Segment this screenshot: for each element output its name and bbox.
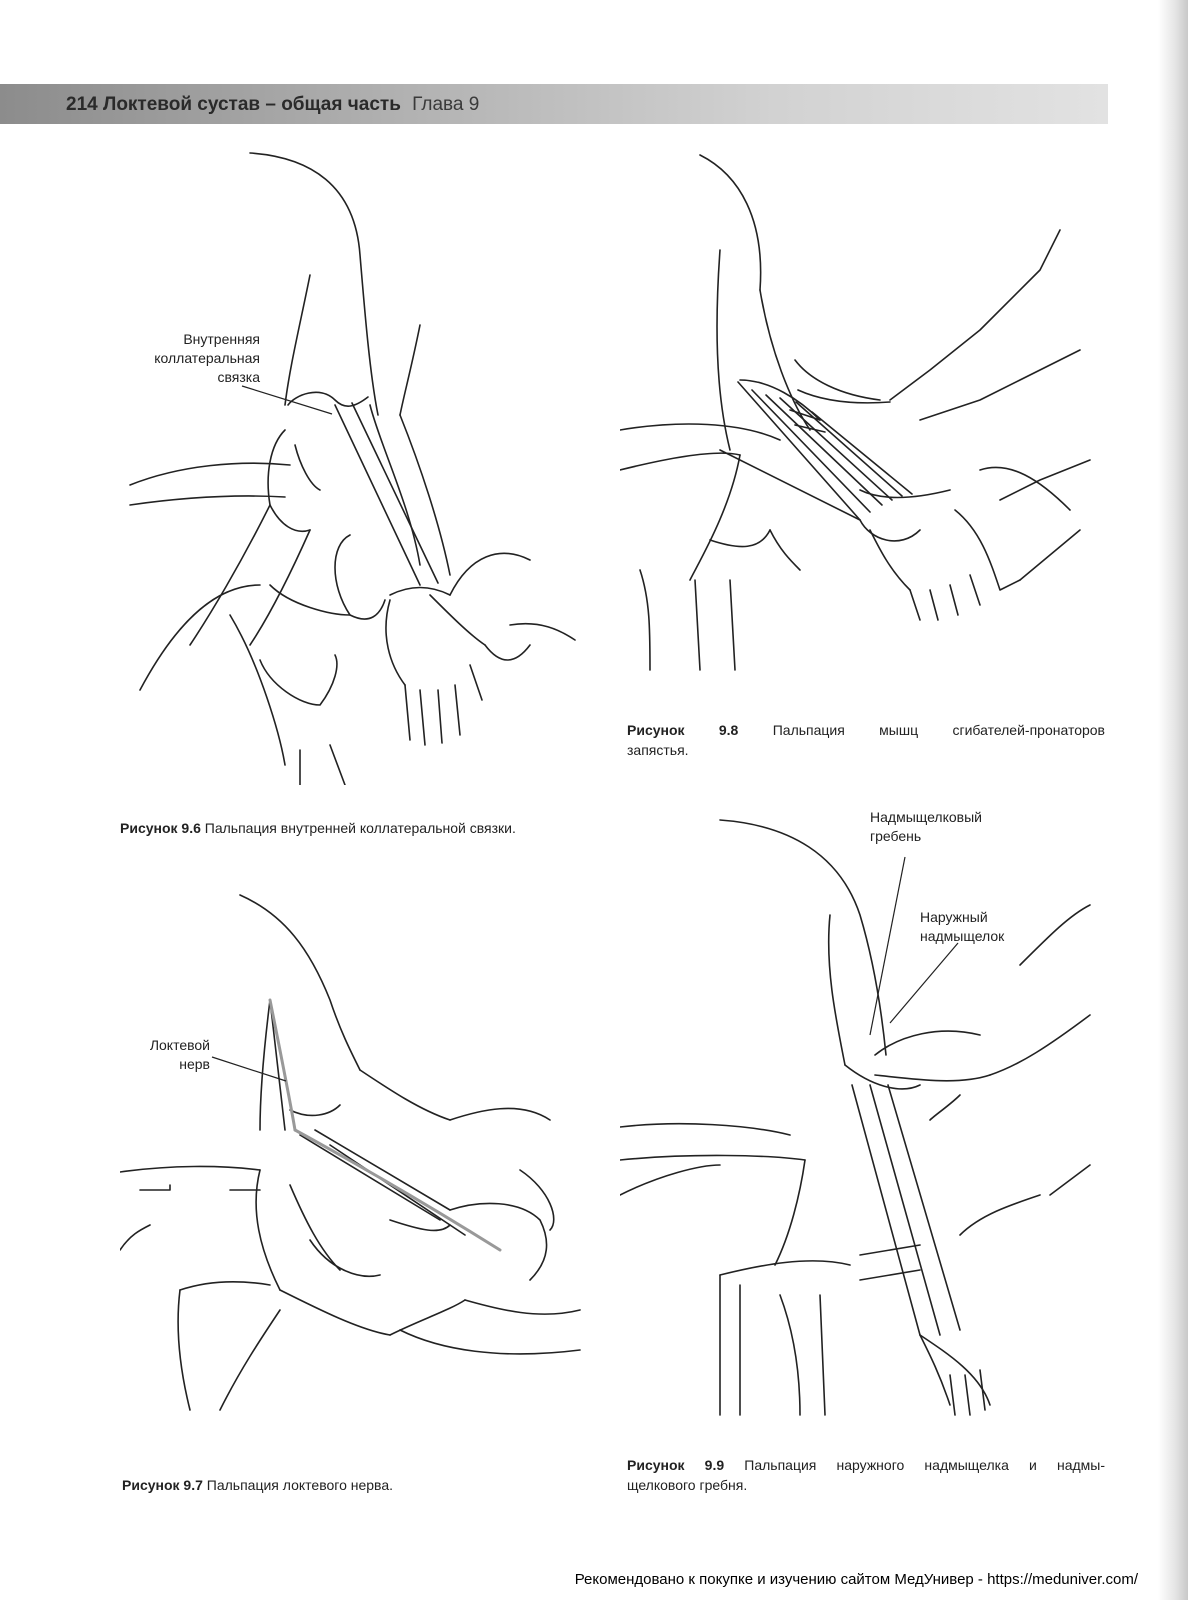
caption-figure-9-8 bbox=[627, 720, 1105, 760]
caption-number: Рисунок 9.8 bbox=[627, 722, 739, 738]
label-lateral-epicondyle: Наружный надмыщелок bbox=[920, 909, 1005, 944]
label-medial-collateral-ligament: Внутренняя коллатеральная связка bbox=[154, 331, 260, 385]
figure-9-8-illustration bbox=[620, 150, 1100, 690]
chapter-label: Глава 9 bbox=[412, 94, 480, 115]
caption-number: Рисунок 9.7 bbox=[122, 1477, 203, 1493]
label-supracondylar-ridge: Надмыщелковый гребень bbox=[870, 809, 982, 844]
footer-note: Рекомендовано к покупке и изучению сайтом МедУнивер - https://meduniver.com/ bbox=[574, 1571, 1138, 1588]
caption-line-2: запястья. bbox=[627, 742, 689, 758]
caption-text: Пальпация мышц сгибателей-пронаторов bbox=[772, 722, 1105, 738]
caption-text: Пальпация локтевого нерва. bbox=[206, 1477, 394, 1493]
caption-line-2: щелкового гребня. bbox=[627, 1477, 748, 1493]
caption-number: Рисунок 9.6 bbox=[120, 820, 201, 836]
leader-lines-fig-9-9 bbox=[860, 855, 980, 1055]
leader-line-ligament bbox=[240, 380, 340, 420]
figure-9-7-illustration bbox=[120, 890, 600, 1420]
caption-text: Пальпация наружного надмыщелка и надмы- bbox=[744, 1457, 1106, 1473]
caption-line-1 bbox=[627, 1455, 1105, 1475]
caption-figure-9-6 bbox=[120, 818, 620, 838]
leader-line-ulnar-nerve bbox=[210, 1055, 290, 1085]
caption-line-1 bbox=[627, 720, 1105, 740]
figure-9-6-illustration bbox=[120, 145, 600, 785]
section-title: Локтевой сустав – общая часть bbox=[102, 94, 401, 115]
caption-text: Пальпация внутренней коллатеральной связки. bbox=[204, 820, 516, 836]
page-edge-shadow bbox=[1158, 0, 1188, 1600]
page-number: 214 bbox=[66, 94, 98, 115]
caption-number: Рисунок 9.9 bbox=[627, 1457, 725, 1473]
caption-figure-9-9 bbox=[627, 1455, 1105, 1495]
caption-figure-9-7 bbox=[122, 1475, 602, 1495]
label-ulnar-nerve: Локтевой нерв bbox=[149, 1037, 210, 1072]
running-header bbox=[66, 94, 479, 116]
